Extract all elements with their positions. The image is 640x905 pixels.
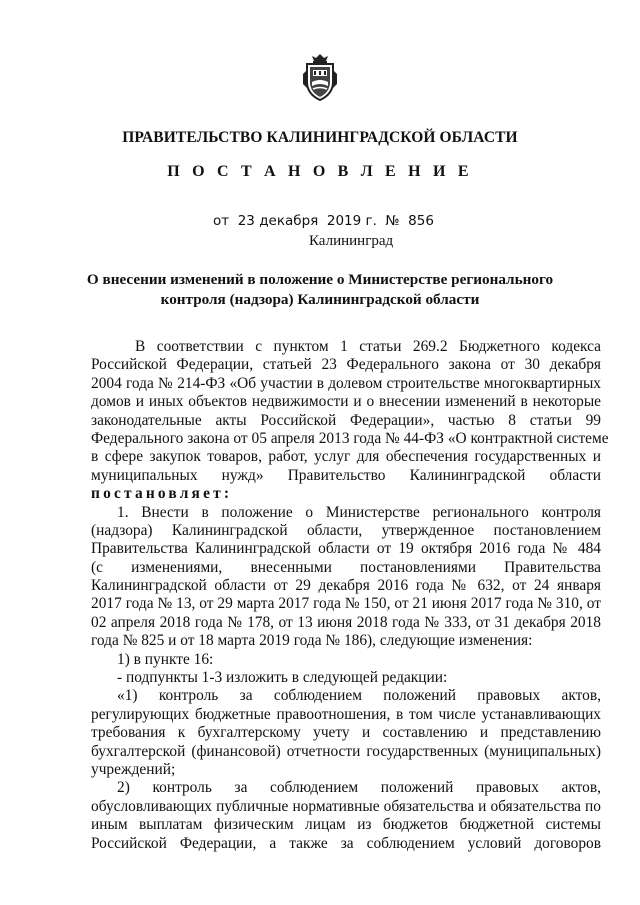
- body-line-decision: постановляет:: [91, 485, 233, 503]
- body-line: Правительства Калининградской области от 19 октября 2016 года № 484: [91, 540, 601, 558]
- body-line: бухгалтерской (финансовой) отчетности государственных (муниципальных): [91, 742, 601, 760]
- date-prefix: от: [213, 213, 230, 229]
- body-line: обусловливающих публичные нормативные обязательства и обязательства по: [91, 797, 601, 815]
- body-line: «1) контроль за соблюдением положений правовых актов,: [117, 687, 601, 705]
- body-line: Российской Федерации, а также за соблюдением условий договоров: [91, 834, 601, 852]
- body-line: - подпункты 1-3 изложить в следующей редакции:: [117, 669, 448, 687]
- body-line: муниципальных нужд» Правительство Калининградской области: [91, 466, 601, 484]
- body-line: учреждений;: [91, 760, 176, 778]
- body-line: (надзора) Калининградской области, утвержденное постановлением: [91, 521, 601, 539]
- body-line: иным выплатам физическим лицам из бюджетов бюджетной системы: [91, 816, 601, 834]
- body-line: 1. Внести в положение о Министерстве регионального контроля: [117, 503, 601, 521]
- body-line: (с изменениями, внесенными постановлениями Правительства: [91, 558, 601, 576]
- subject-line: О внесении изменений в положение о Министерстве регионального: [86, 271, 554, 288]
- coat-of-arms-icon: [301, 52, 339, 102]
- body-line: 2) контроль за соблюдением положений правовых актов,: [117, 779, 601, 797]
- body-line: домов и иных объектов недвижимости и о внесении изменений в некоторые: [91, 393, 601, 411]
- body-line: законодательные акты Российской Федерации», частью 8 статьи 99: [91, 411, 601, 429]
- document-subject: [80, 270, 560, 310]
- document-body: [91, 338, 609, 853]
- date-year: 2019 г.: [326, 213, 377, 229]
- body-line: 2017 года № 13, от 29 марта 2017 года № 150, от 21 июня 2017 года № 310, от: [91, 595, 601, 613]
- number-sign: №: [385, 213, 400, 229]
- document-number: 856: [408, 213, 434, 229]
- document-type: П О С Т А Н О В Л Е Н И Е: [167, 163, 473, 180]
- body-line: требования к бухгалтерскому учету и составлению и представлению: [91, 724, 601, 742]
- subject-line: контроля (надзора) Калининградской области: [160, 291, 480, 308]
- body-line: регулирующих бюджетные правоотношения, в том числе устанавливающих: [91, 705, 601, 723]
- body-line: 2004 года № 214-ФЗ «Об участии в долевом строительстве многоквартирных: [91, 374, 601, 392]
- city: Калининград: [309, 233, 394, 249]
- body-line: 02 апреля 2018 года № 178, от 13 июня 2018 года № 333, от 31 декабря 2018: [91, 613, 601, 631]
- organization-title: ПРАВИТЕЛЬСТВО КАЛИНИНГРАДСКОЙ ОБЛАСТИ: [122, 129, 518, 146]
- date-value: 23 декабря: [237, 213, 319, 229]
- body-line: в сфере закупок товаров, работ, услуг для обеспечения государственных и: [91, 448, 601, 466]
- body-line: 1) в пункте 16:: [117, 650, 214, 668]
- body-line: Российской Федерации, статьей 23 Федерального закона от 30 декабря: [91, 356, 601, 374]
- date-number-line: [213, 213, 434, 229]
- body-line: Федерального закона от 05 апреля 2013 года № 44-ФЗ «О контрактной системе: [91, 429, 609, 447]
- body-line: года № 825 и от 18 марта 2019 года № 186), следующие изменения:: [91, 632, 533, 650]
- body-line: В соответствии с пунктом 1 статьи 269.2 Бюджетного кодекса: [135, 338, 601, 355]
- body-line: Калининградской области от 29 декабря 2016 года № 632, от 24 января: [91, 577, 601, 595]
